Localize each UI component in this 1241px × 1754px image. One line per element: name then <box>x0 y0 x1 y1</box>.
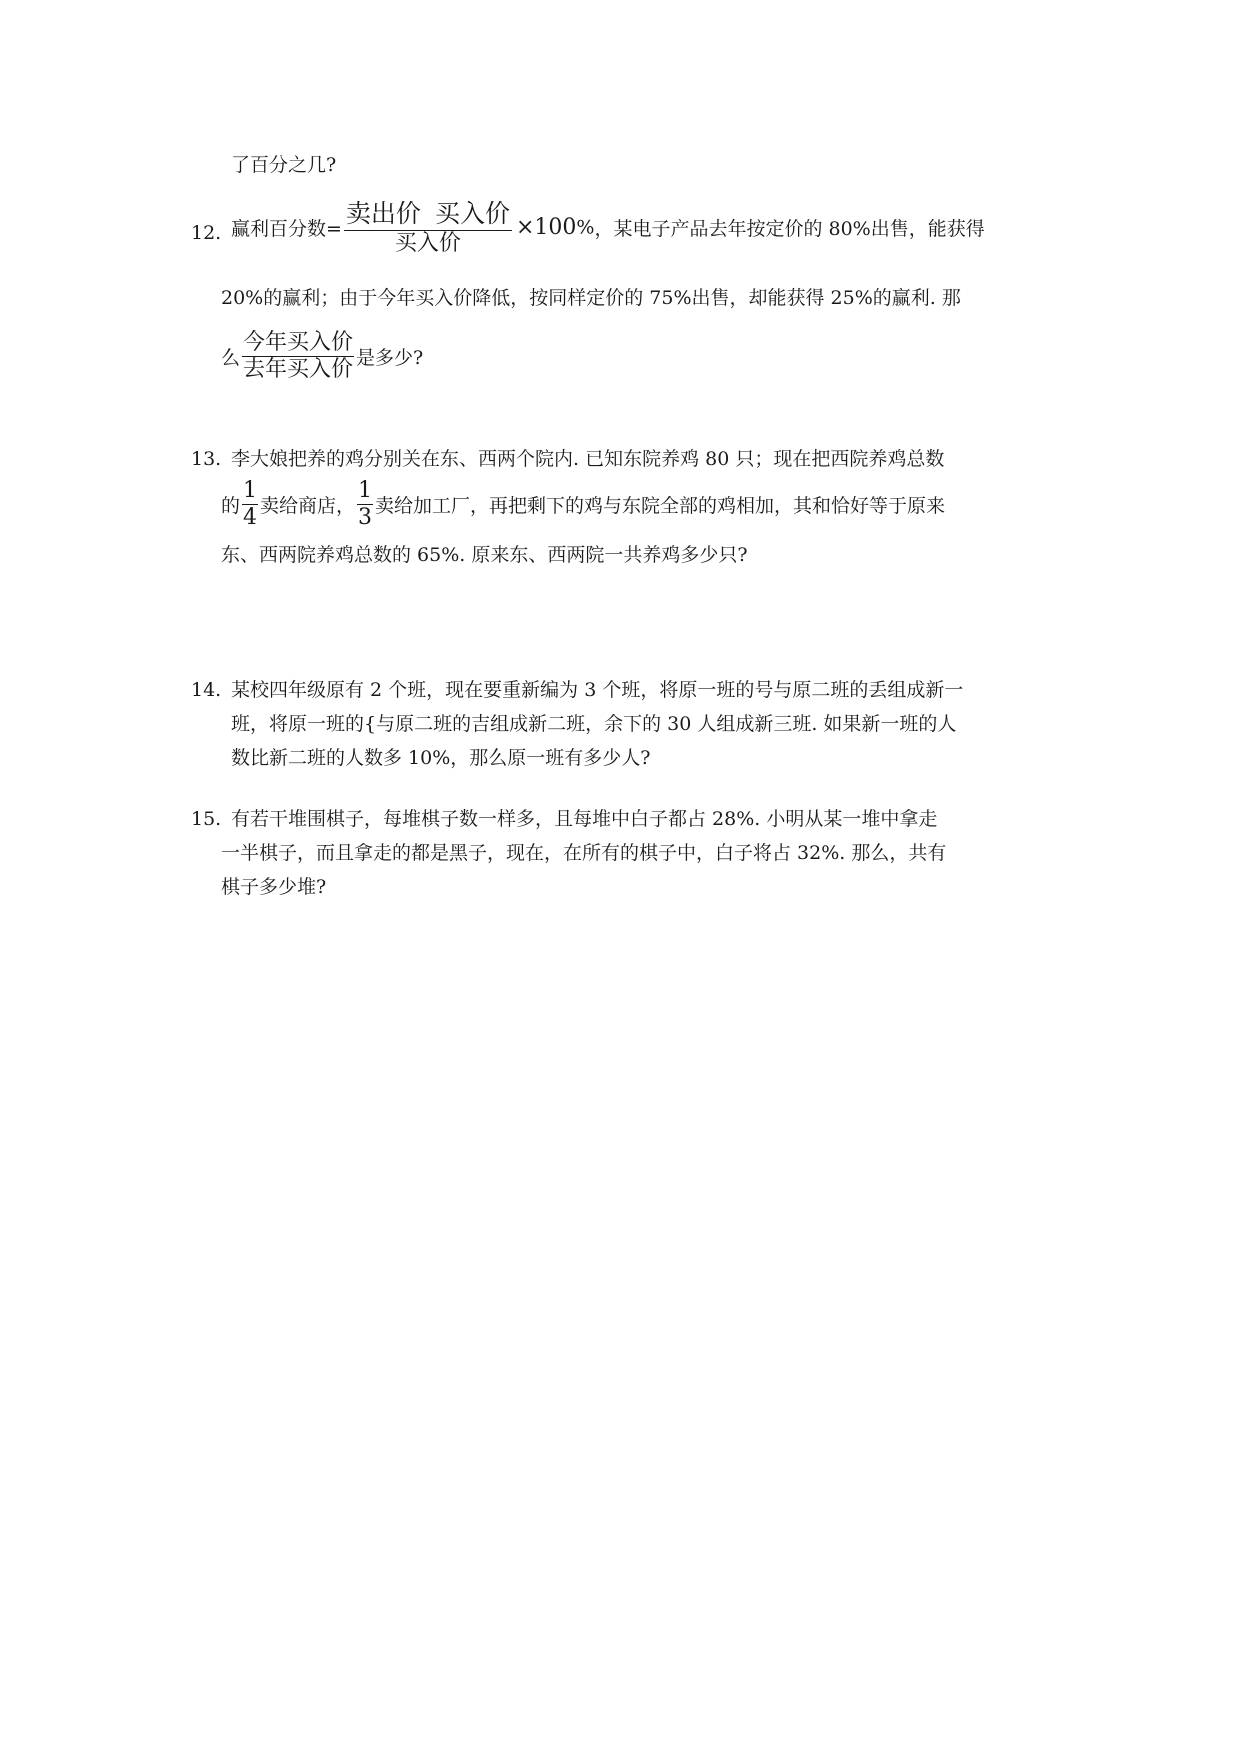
q15-number: 15. <box>191 808 222 830</box>
q12-line1-tail: ，某电子产品去年按定价的 80%出售，能获得 <box>594 218 985 240</box>
purchase-price-ratio <box>242 330 354 383</box>
q14-line1: 某校四年级原有 2 个班，现在要重新编为 3 个班，将原一班的号与原二班的丢组成新一 <box>231 679 964 701</box>
q15-line1: 有若干堆围棋子，每堆棋子数一样多，且每堆中白子都占 28%. 小明从某一堆中拿走 <box>231 808 938 830</box>
profit-formula-numerator: 卖出价 买入价 <box>345 199 510 228</box>
profit-formula-denominator: 买入价 <box>394 231 461 256</box>
q13-line2-a: 的 <box>221 495 241 517</box>
q12-formula-lead: 赢利百分数= <box>231 218 342 240</box>
profit-formula-fraction <box>344 198 512 257</box>
q12-line3 <box>221 330 423 383</box>
fraction-numerator: 1 <box>358 478 373 503</box>
fraction-one-quarter <box>242 478 258 531</box>
q12-line1 <box>231 198 985 257</box>
q12-line3-tail: 是多少? <box>356 347 424 369</box>
q12-line2: 20%的赢利；由于今年买入价降低，按同样定价的 75%出售，却能获得 25%的赢利. 那 <box>221 287 961 309</box>
q15-line2: 一半棋子，而且拿走的都是黑子，现在，在所有的棋子中，白子将占 32%. 那么，共有 <box>221 842 947 864</box>
q15-line3: 棋子多少堆? <box>221 876 327 898</box>
ratio-numerator: 今年买入价 <box>243 330 354 355</box>
times-hundred: ×100 <box>515 215 577 240</box>
q13-line2 <box>221 478 945 531</box>
fraction-one-third <box>357 478 373 531</box>
q13-line2-b: 卖给商店， <box>260 495 356 517</box>
q13-line2-c: 卖给加工厂，再把剩下的鸡与东院全部的鸡相加，其和恰好等于原来 <box>375 495 946 517</box>
q13-line1: 李大娘把养的鸡分别关在东、西两个院内. 已知东院养鸡 80 只；现在把西院养鸡总数 <box>231 448 945 470</box>
q13-line3: 东、西两院养鸡总数的 65%. 原来东、西两院一共养鸡多少只? <box>221 544 748 566</box>
fraction-denominator: 4 <box>243 505 258 530</box>
percent-sign: % <box>576 216 595 239</box>
q14-number: 14. <box>191 679 222 701</box>
q11-continuation: 了百分之几? <box>231 154 337 176</box>
fraction-denominator: 3 <box>358 505 373 530</box>
q14-line3: 数比新二班的人数多 10%，那么原一班有多少人? <box>231 747 651 769</box>
q12-line3-lead: 么 <box>221 347 241 369</box>
ratio-denominator: 去年买入价 <box>243 357 354 382</box>
q13-number: 13. <box>191 448 222 470</box>
q12-number: 12. <box>191 222 222 244</box>
fraction-numerator: 1 <box>243 478 258 503</box>
q14-line2: 班，将原一班的{与原二班的吉组成新二班，余下的 30 人组成新三班. 如果新一班的人 <box>231 713 957 735</box>
